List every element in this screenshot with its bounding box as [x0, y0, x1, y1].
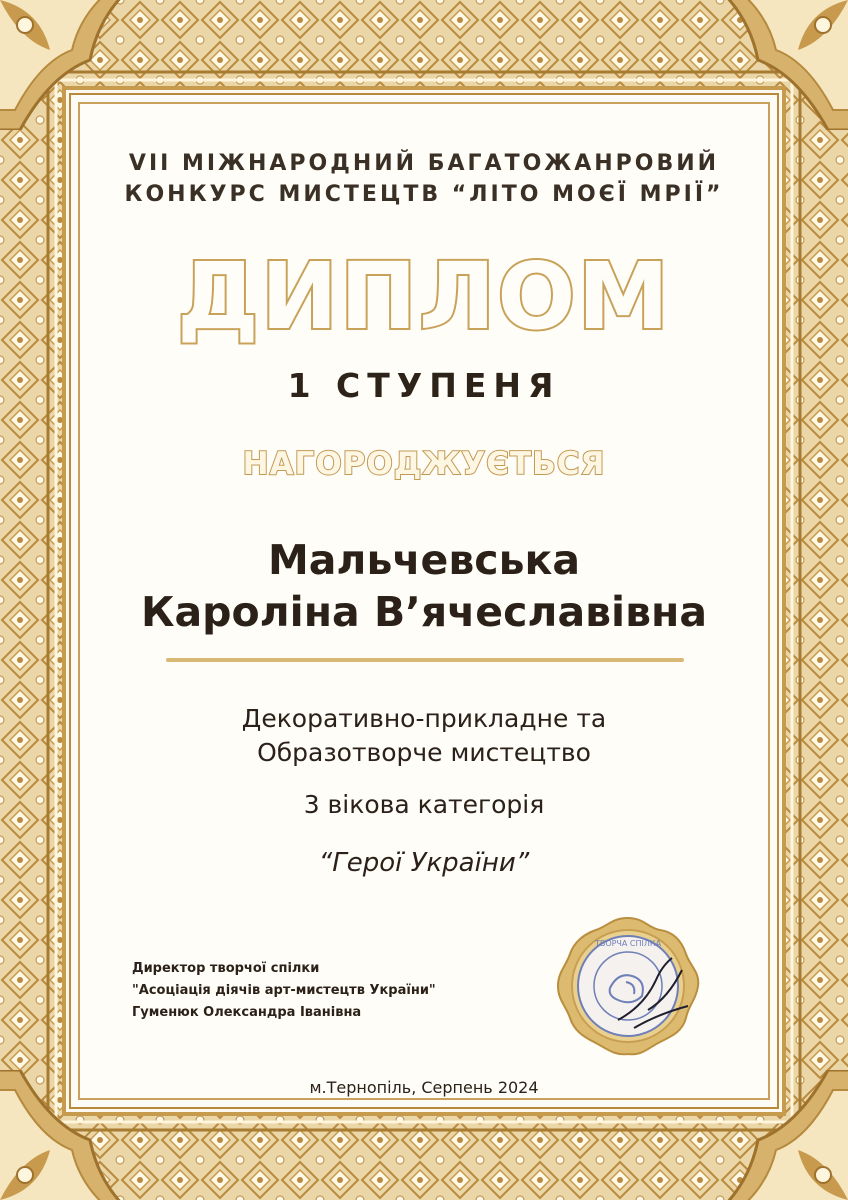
recipient-name [78, 534, 770, 638]
degree-label: 1 СТУПЕНЯ [287, 366, 561, 405]
divider [166, 658, 684, 662]
awarded-label: НАГОРОДЖУЄТЬСЯ [242, 446, 606, 482]
recipient-surname: Мальчевська [267, 536, 581, 584]
signatory-block [132, 958, 436, 1024]
contest-line-1: VII МІЖНАРОДНИЙ БАГАТОЖАНРОВИЙ [128, 151, 720, 176]
nomination-line-1: Декоративно-прикладне та [241, 704, 607, 733]
recipient-given-names: Кароліна В’ячеславівна [140, 588, 708, 636]
nomination [78, 702, 770, 770]
city-date: м.Тернопіль, Серпень 2024 [309, 1078, 539, 1097]
work-title: “Герої України” [318, 848, 530, 878]
signatory-name: Гуменюк Олександра Іванівна [132, 1005, 362, 1020]
nomination-line-2: Образотворче мистецтво [257, 738, 591, 767]
diploma-content [78, 102, 770, 1100]
signatory-organization: "Асоціація діячів арт-мистецтв України" [132, 983, 436, 998]
diploma-title: ДИПЛОМ [176, 243, 672, 350]
signatory-position: Директор творчої спілки [132, 961, 320, 976]
seal-top-text: ТВОРЧА СПІЛКА [594, 939, 662, 948]
seal-stamp-icon [548, 910, 708, 1060]
age-category: 3 вікова категорія [303, 790, 545, 819]
contest-line-2: КОНКУРС МИСТЕЦТВ “ЛІТО МОЄЇ МРІЇ” [124, 182, 724, 207]
contest-title [78, 148, 770, 210]
